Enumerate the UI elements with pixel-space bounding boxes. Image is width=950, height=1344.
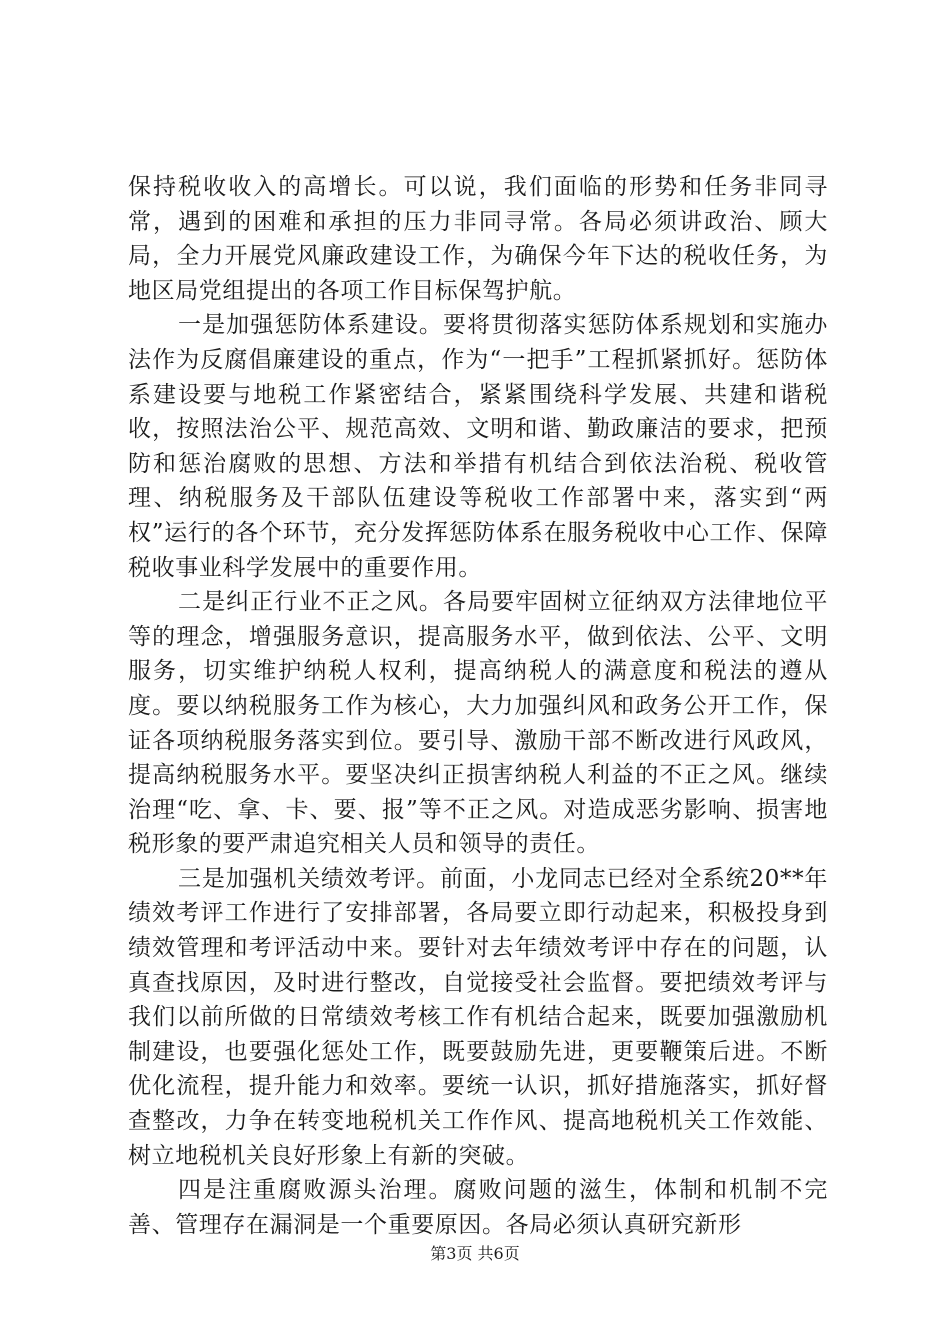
page-number-footer: 第3页 共6页 [430, 1244, 520, 1263]
paragraph-point-one: 一是加强惩防体系建设。要将贯彻落实惩防体系规划和实施办法作为反腐倡廉建设的重点，作为“一把手”工程抓紧抓好。惩防体系建设要与地税工作紧密结合，紧紧围绕科学发展、共建和谐税收，按照法治公平、规范高效、文明和谐、勤政廉洁的要求，把预防和惩治腐败的思想、方法和举措有机结合到依法治税、税收管理、纳税服务及干部队伍建设等税收工作部署中来，落实到“两权”运行的各个环节，充分发挥惩防体系在服务税收中心工作、保障税收事业科学发展中的重要作用。 [128, 312, 828, 581]
paragraph-point-four: 四是注重腐败源头治理。腐败问题的滋生，体制和机制不完善、管理存在漏洞是一个重要原因。各局必须认真研究新形 [128, 1177, 828, 1238]
paragraph-point-three: 三是加强机关绩效考评。前面，小龙同志已经对全系统20**年绩效考评工作进行了安排部署，各局要立即行动起来，积极投身到绩效管理和考评活动中来。要针对去年绩效考评中存在的问题，认真查找原因，及时进行整改，自觉接受社会监督。要把绩效考评与我们以前所做的日常绩效考核工作有机结合起来，既要加强激励机制建设，也要强化惩处工作，既要鼓励先进，更要鞭策后进。不断优化流程，提升能力和效率。要统一认识，抓好措施落实，抓好督查整改，力争在转变地税机关工作作风、提高地税机关工作效能、树立地税机关良好形象上有新的突破。 [128, 865, 828, 1169]
paragraph-continuation: 保持税收收入的高增长。可以说，我们面临的形势和任务非同寻常，遇到的困难和承担的压力非同寻常。各局必须讲政治、顾大局，全力开展党风廉政建设工作，为确保今年下达的税收任务，为地区局党组提出的各项工作目标保驾护航。 [128, 174, 828, 304]
paragraph-point-two: 二是纠正行业不正之风。各局要牢固树立征纳双方法律地位平等的理念，增强服务意识，提高服务水平，做到依法、公平、文明服务，切实维护纳税人权利，提高纳税人的满意度和税法的遵从度。要以纳税服务工作为核心，大力加强纠风和政务公开工作，保证各项纳税服务落实到位。要引导、激励干部不断改进行风政风，提高纳税服务水平。要坚决纠正损害纳税人利益的不正之风。继续治理“吃、拿、卡、要、报”等不正之风。对造成恶劣影响、损害地税形象的要严肃追究相关人员和领导的责任。 [128, 589, 828, 858]
document-body [128, 170, 828, 1242]
